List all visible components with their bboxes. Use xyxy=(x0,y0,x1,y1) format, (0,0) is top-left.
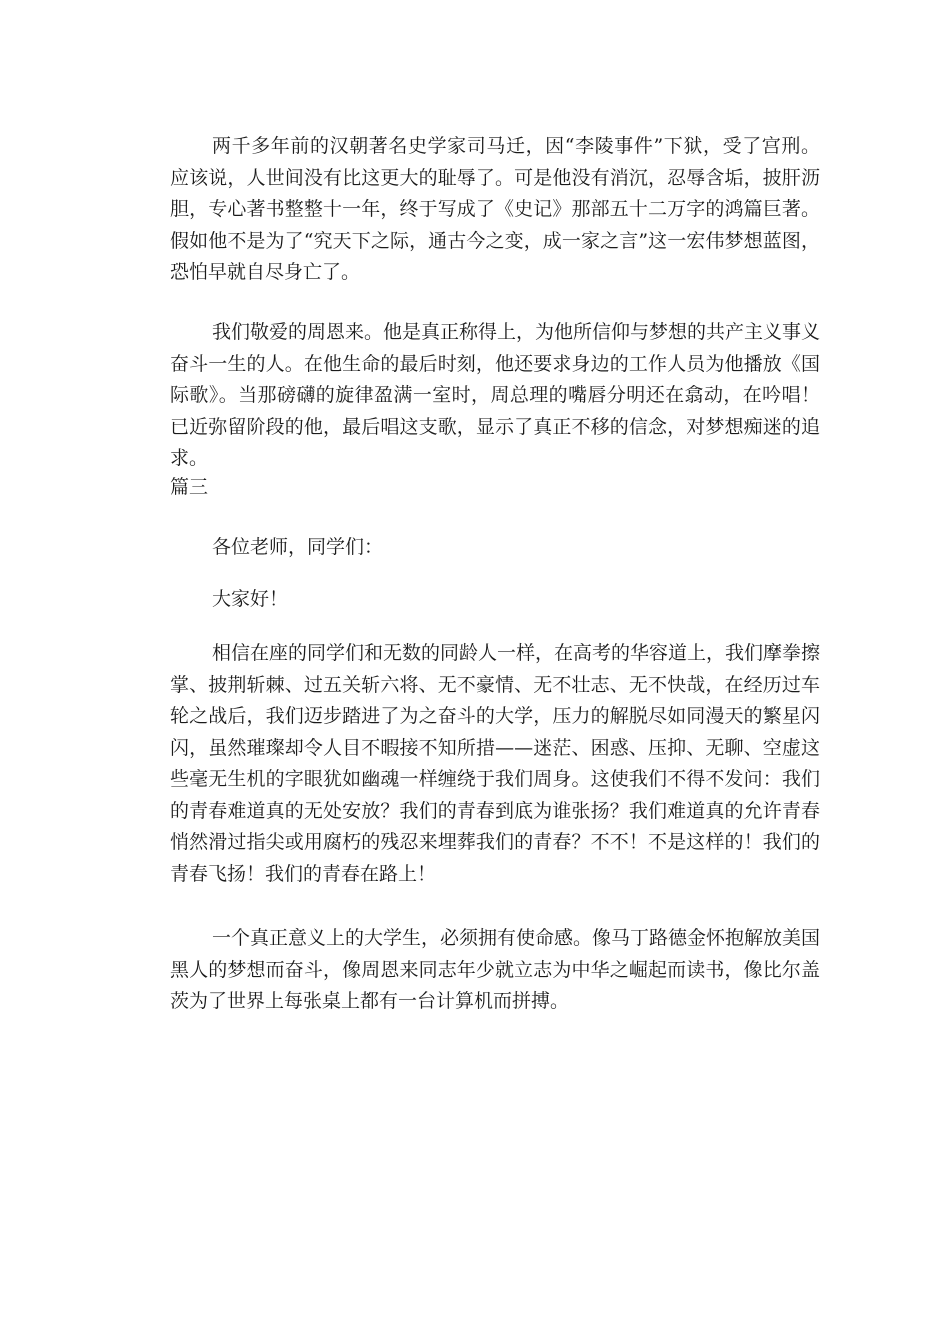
paragraph-mission: 一个真正意义上的大学生，必须拥有使命感。像马丁路德金怀抱解放美国黑人的梦想而奋斗，像周恩来同志年少就立志为中华之崛起而读书，像比尔盖茨为了世界上每张桌上都有一台计算机而拼搏。 xyxy=(170,927,821,1012)
section-heading: 篇三 xyxy=(170,476,209,498)
greeting-hello: 大家好！ xyxy=(212,588,289,610)
greeting-teachers: 各位老师，同学们： xyxy=(212,536,384,558)
paragraph-sima-qian: 两千多年前的汉朝著名史学家司马迁，因“李陵事件”下狱，受了宫刑。应该说，人世间没有比这更大的耻辱了。可是他没有消沉，忍辱含垢，披肝沥胆，专心著书整整十一年，终于写成了《史记》那部五十二万字的鸿篇巨著。假如他不是为了“究天下之际，通古今之变，成一家之言”这一宏伟梦想蓝图，恐怕早就自尽身亡了。 xyxy=(170,135,820,283)
paragraph-zhou-enlai: 我们敬爱的周恩来。他是真正称得上，为他所信仰与梦想的共产主义事义奋斗一生的人。在他生命的最后时刻，他还要求身边的工作人员为他播放《国际歌》。当那磅礴的旋律盈满一室时，周总理的嘴唇分明还在翕动，在吟唱！已近弥留阶段的他，最后唱这支歌，显示了真正不移的信念，对梦想痴迷的追求。 xyxy=(170,321,821,469)
paragraph-youth: 相信在座的同学们和无数的同龄人一样，在高考的华容道上，我们摩拳擦掌、披荆斩棘、过五关斩六将、无不豪情、无不壮志、无不快哉，在经历过车轮之战后，我们迈步踏进了为之奋斗的大学，压力的解脱尽如同漫天的繁星闪闪，虽然璀璨却令人目不暇接不知所措——迷茫、困惑、压抑、无聊、空虚这些毫无生机的字眼犹如幽魂一样缠绕于我们周身。这使我们不得不发问：我们的青春难道真的无处安放？我们的青春到底为谁张扬？我们难道真的允许青春悄然滑过指尖或用腐朽的残忍来埋葬我们的青春？不不！不是这样的！我们的青春飞扬！我们的青春在路上！ xyxy=(170,642,821,885)
